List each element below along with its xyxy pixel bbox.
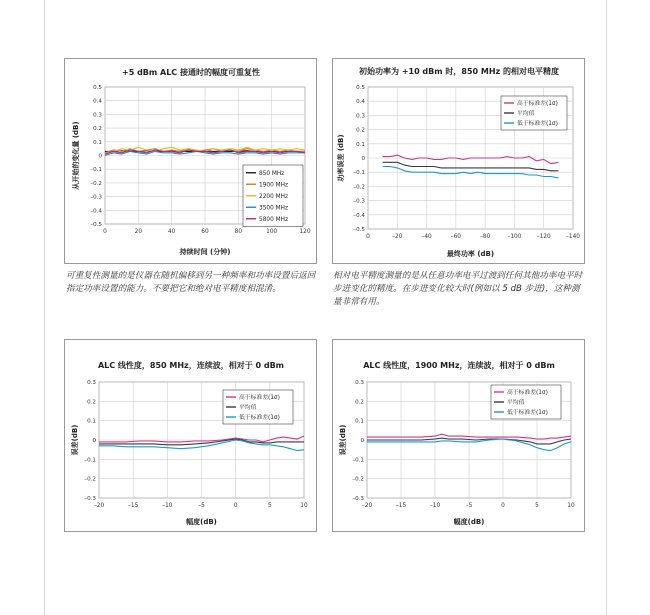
y-tick-label: –0.2: [353, 184, 365, 191]
chart-panel-repeatability: [64, 58, 317, 264]
x-tick-label: –60: [450, 234, 461, 240]
y-tick-label: 0.3: [93, 112, 102, 119]
y-tick-label: –0.2: [84, 476, 96, 483]
chart-relative-accuracy: [333, 59, 586, 265]
x-tick-label: 100: [266, 229, 278, 235]
chart-alc-850: [65, 340, 318, 533]
chart-title: ALC 线性度，1900 MHz，连续波，相对于 0 dBm: [363, 361, 555, 370]
caption-right: 相对电平精度测量的是从任意功率电平过渡到任何其他功率电平时步进变化的精度。在步进变化较大时(例如以 5 dB 步进)，这种测量非常有用。: [333, 271, 583, 307]
y-tick-label: –0.3: [84, 496, 96, 502]
x-tick-label: –20: [93, 503, 105, 509]
x-tick-label: 20: [134, 229, 143, 235]
chart-repeatability: [65, 59, 318, 265]
x-tick-label: 40: [167, 229, 176, 235]
x-tick-label: –5: [465, 503, 473, 509]
legend-label: 平均值: [507, 400, 525, 406]
y-tick-label: 0: [98, 153, 102, 160]
y-tick-label: 0.3: [355, 380, 364, 386]
y-tick-label: –0.5: [90, 222, 102, 228]
x-tick-label: –80: [480, 234, 491, 240]
y-tick-label: 0: [92, 438, 96, 444]
y-tick-label: 0.1: [87, 418, 96, 425]
x-tick-label: 10: [300, 503, 308, 509]
legend-label: 低于标准差(1σ): [517, 121, 558, 127]
y-tick-label: 0.4: [356, 99, 365, 106]
y-tick-label: 0.4: [93, 98, 102, 105]
chart-title: ALC 线性度，850 MHz，连续波，相对于 0 dBm: [97, 361, 285, 370]
legend-label: 850 MHz: [259, 170, 285, 177]
y-tick-label: 0: [361, 156, 365, 162]
legend-label: 低于标准差(1σ): [239, 415, 280, 421]
legend-label: 高于标准差(1σ): [517, 101, 558, 107]
legend-label: 2200 MHz: [259, 193, 288, 200]
x-tick-label: 0: [233, 503, 238, 509]
y-tick-label: –0.3: [90, 194, 102, 201]
x-tick-label: 0: [366, 234, 370, 240]
y-axis-label: 功率误差 (dB): [337, 134, 345, 182]
x-tick-label: –20: [361, 503, 373, 509]
chart-panel-alc-850: [64, 339, 317, 532]
chart-alc-1900: [333, 340, 586, 533]
x-tick-label: –20: [392, 234, 403, 240]
legend-label: 高于标准差(1σ): [239, 395, 280, 401]
x-tick-label: –10: [162, 503, 173, 509]
x-tick-label: 10: [567, 503, 575, 509]
y-tick-label: 0.3: [87, 380, 96, 386]
x-axis-label: 持续时间 (分钟): [179, 248, 231, 256]
y-tick-label: 0.3: [356, 113, 365, 120]
x-tick-label: 80: [234, 229, 243, 235]
x-axis-label: 幅度(dB): [453, 518, 485, 526]
y-tick-label: 0.5: [356, 85, 365, 91]
x-tick-label: –120: [536, 234, 551, 240]
y-tick-label: 0.1: [355, 418, 364, 425]
legend-label: 高于标准差(1σ): [507, 390, 548, 396]
chart-panel-alc-1900: [332, 339, 585, 532]
x-tick-label: –5: [198, 503, 205, 509]
y-tick-label: –0.2: [352, 476, 364, 483]
x-tick-label: 5: [267, 503, 272, 509]
y-tick-label: 0.1: [356, 141, 365, 148]
y-tick-label: 0.2: [356, 127, 365, 134]
right-margin-line: [606, 0, 607, 615]
x-tick-label: –100: [507, 234, 522, 240]
x-axis-label: 幅度(dB): [186, 518, 217, 526]
y-tick-label: –0.1: [90, 167, 102, 174]
legend-label: 平均值: [517, 111, 535, 117]
x-tick-label: –15: [128, 503, 139, 509]
x-tick-label: 120: [299, 229, 311, 235]
y-axis-label: 误差(dB): [71, 424, 79, 456]
left-margin-line: [44, 0, 45, 615]
y-tick-label: –0.2: [90, 180, 102, 187]
x-tick-label: 0: [501, 503, 505, 509]
y-tick-label: 0.5: [93, 85, 102, 91]
y-tick-label: 0: [360, 438, 364, 444]
x-tick-label: –140: [566, 234, 580, 240]
y-tick-label: –0.1: [84, 457, 96, 464]
legend-label: 5800 MHz: [259, 216, 288, 223]
x-tick-label: –15: [395, 503, 407, 509]
y-tick-label: 0.2: [93, 126, 102, 133]
y-tick-label: –0.5: [353, 227, 365, 233]
x-tick-label: –10: [429, 503, 441, 509]
y-tick-label: 0.2: [355, 399, 364, 406]
y-tick-label: –0.4: [90, 208, 102, 215]
legend-label: 平均值: [239, 405, 257, 411]
y-axis-label: 从开始的变化量 (dB): [72, 121, 80, 190]
legend-label: 1900 MHz: [259, 182, 288, 189]
chart-panel-relative-accuracy: [332, 58, 585, 264]
y-axis-label: 误差(dB): [339, 424, 347, 456]
legend-label: 低于标准差(1σ): [507, 410, 548, 416]
chart-title: +5 dBm ALC 接通时的幅度可重复性: [122, 68, 260, 77]
x-axis-label: 最终功率 (dB): [446, 250, 495, 258]
y-tick-label: –0.1: [352, 457, 364, 464]
x-tick-label: 5: [535, 503, 539, 509]
x-tick-label: 60: [201, 229, 209, 235]
y-tick-label: 0.1: [93, 139, 102, 146]
caption-left: 可重复性测量的是仪器在随机偏移到另一种频率和功率设置后返回指定功率设置的能力。不要把它和绝对电平精度相混淆。: [66, 271, 316, 294]
legend-label: 3500 MHz: [259, 205, 288, 212]
x-tick-label: 0: [103, 229, 107, 235]
chart-title: 初始功率为 +10 dBm 时，850 MHz 的相对电平精度: [359, 67, 559, 76]
y-tick-label: –0.1: [353, 170, 365, 177]
y-tick-label: –0.4: [353, 212, 365, 219]
y-tick-label: –0.3: [352, 496, 364, 502]
y-tick-label: 0.2: [87, 399, 96, 406]
y-tick-label: –0.3: [353, 198, 365, 205]
x-tick-label: –40: [421, 234, 432, 240]
